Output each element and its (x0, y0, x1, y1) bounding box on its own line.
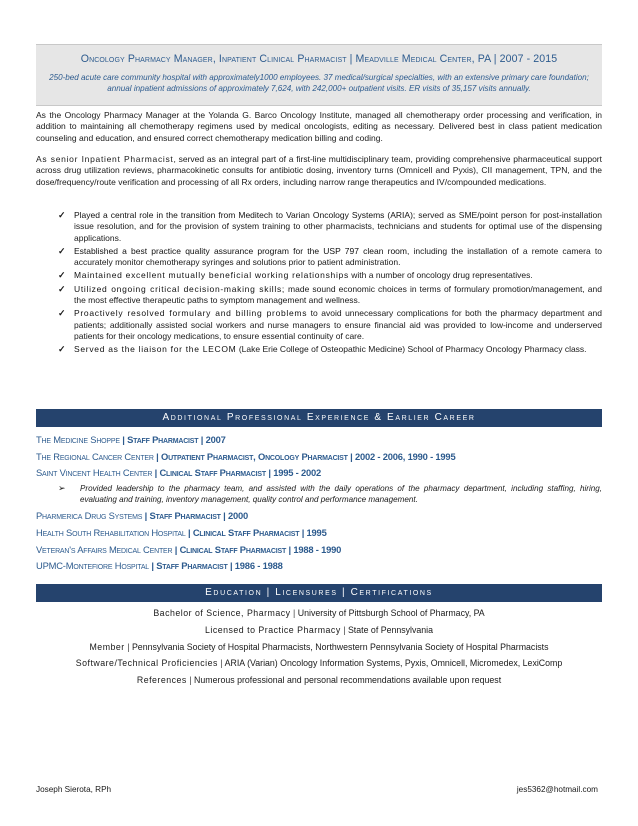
employer-description-line-2: annual inpatient admissions of approximately 7,624, with 242,000+ outpatient visits. ER visits of 35,157 visits annually. (107, 84, 531, 93)
career-years: 2002 - 2006, 1990 - 1995 (354, 450, 456, 462)
achievement-item (36, 246, 602, 269)
summary-text: managed all chemotherapy order processing and verification, in addition to maintaining all chemotherapy regimens used by medical oncologists, editing as necessary. Delivered best in class patient medication counseling and education, and ensured correct chemotherapy medication billing and coding. (36, 110, 602, 143)
career-years: 1995 - 2002 (273, 467, 322, 479)
check-icon: ✓ (58, 344, 66, 355)
career-entry: The Regional Cancer Center | Outpatient Pharmacist, Oncology Pharmacist | 2002 - 2006, 1990 - 1995 (36, 450, 456, 462)
footer-name: Joseph Sierota, RPh (36, 785, 112, 794)
career-detail-text: Provided leadership to the pharmacy team, and assisted with the daily operations of the pharmacy department, including staffing, hiring, evaluating and training, inventory management, quality control and performance management. (80, 484, 602, 505)
career-role: Staff Pharmacist (156, 560, 228, 572)
career-role: Clinical Staff Pharmacist (159, 467, 266, 479)
footer-email[interactable]: jes5362@hotmail.com (516, 785, 598, 794)
achievement-text: with a number of oncology drug representatives. (348, 270, 533, 281)
career-list (36, 432, 602, 575)
summary-lead: As the Oncology Pharmacy Manager at the Yolanda G. Barco Oncology Institute, (36, 110, 352, 120)
achievement-item (36, 210, 602, 244)
achievement-item (36, 344, 602, 355)
achievement-lead: Proactively resolved formulary and billing problems (74, 308, 308, 319)
achievement-text: served as SME/point person for post-installation issue resolution, and for the provision of system training to other pharmacists, technicians and students for optimal use of the dispensing applications. (74, 210, 603, 243)
check-icon: ✓ (58, 308, 66, 319)
achievement-lead: Played a central role in the transition from Meditech to Varian Oncology Systems (ARIA); (74, 210, 416, 220)
check-icon: ✓ (58, 245, 66, 256)
education-value: State of Pennsylvania (347, 624, 434, 635)
position-banner (36, 44, 602, 106)
education-entry: Member | Pennsylvania Society of Hospital Pharmacists, Northwestern Pennsylvania Society of Hospital Pharmacists (89, 641, 549, 652)
achievement-list (36, 210, 602, 358)
summary-lead: As senior Inpatient Pharmacist (36, 154, 174, 164)
career-employer: Saint Vincent Health Center (36, 467, 153, 479)
check-icon: ✓ (58, 210, 66, 220)
achievement-text: made sound economic choices in terms of formulary promotion/management, and the most effective therapeutic paths to symptom management and wellness. (74, 283, 602, 306)
check-icon: ✓ (58, 270, 66, 281)
arrow-bullet-icon: ➢ (58, 483, 66, 494)
career-employer: Health South Rehabilitation Hospital (36, 526, 186, 538)
career-role: Staff Pharmacist (149, 510, 221, 522)
employer-description-line-1: 250-bed acute care community hospital with approximately1000 employees. 37 medical/surgical specialties, with an extensive primary care foundation; (49, 73, 589, 82)
career-employer: UPMC-Montefiore Hospital (36, 560, 149, 572)
career-role: Outpatient Pharmacist, Oncology Pharmacist (160, 450, 348, 462)
career-entry: Veteran's Affairs Medical Center | Clinical Staff Pharmacist | 1988 - 1990 (36, 543, 342, 555)
summary-paragraph-manager (36, 110, 602, 144)
career-detail (36, 483, 602, 505)
education-value: University of Pittsburgh School of Pharmacy, PA (297, 608, 485, 618)
education-key: Software/Technical Proficiencies (75, 658, 218, 669)
career-employer: The Regional Cancer Center (36, 450, 154, 462)
education-entry: Bachelor of Science, Pharmacy | University of Pittsburgh School of Pharmacy, PA (153, 608, 485, 618)
career-entry: Pharmerica Drug Systems | Staff Pharmacist | 2000 (36, 510, 249, 522)
education-key: Bachelor of Science, Pharmacy (153, 608, 291, 618)
section-heading-education: Education | Licensures | Certifications (36, 584, 602, 602)
education-key: Member (89, 641, 125, 652)
achievement-lead: Served as the liaison for the LECOM (74, 344, 237, 355)
education-list (36, 605, 602, 689)
career-entry: Health South Rehabilitation Hospital | Clinical Staff Pharmacist | 1995 (36, 526, 327, 538)
check-icon: ✓ (58, 283, 66, 294)
career-role: Staff Pharmacist (127, 434, 199, 445)
education-value: Pennsylvania Society of Hospital Pharmacists, Northwestern Pennsylvania Society of Hospital Pharmacists (131, 641, 549, 652)
achievement-item (36, 284, 602, 307)
career-entry: UPMC-Montefiore Hospital | Staff Pharmacist | 1986 - 1988 (36, 560, 283, 572)
education-value: ARIA (Varian) Oncology Information Systems, Pyxis, Omnicell, Micromedex, LexiComp (224, 658, 563, 669)
career-entry: Saint Vincent Health Center | Clinical Staff Pharmacist | 1995 - 2002 (36, 467, 322, 479)
achievement-text: , including the installation of a remote camera to accurately monitor chemotherapy syringes and solutions prior to patient administration. (74, 245, 602, 268)
education-entry: Licensed to Practice Pharmacy | State of Pennsylvania (204, 624, 434, 635)
education-value: Numerous professional and personal recommendations available upon request (194, 675, 502, 686)
achievement-item (36, 270, 602, 281)
career-role: Clinical Staff Pharmacist (192, 526, 300, 538)
achievement-lead: Established a best practice quality assurance program for the USP 797 clean room (74, 245, 407, 256)
career-years: 2000 (228, 510, 249, 522)
achievement-text: to avoid unnecessary complications for both the pharmacy department and patients; additionally assisted social workers and nurse managers to ensure financial aid was provided to low-income and underserved patients for their oncology medications, to ensure essential continuity of care. (74, 308, 602, 341)
section-heading-additional-experience: Additional Professional Experience & Earlier Career (36, 409, 602, 427)
achievement-lead: Maintained excellent mutually beneficial working relationships (74, 270, 349, 281)
career-years: 2007 (205, 434, 226, 445)
career-years: 1988 - 1990 (293, 543, 342, 555)
position-title: Oncology Pharmacy Manager, Inpatient Clinical Pharmacist | Meadville Medical Center, PA | 2007 - 2015 (80, 53, 558, 65)
summary-text: , served as an integral part of a first-line multidisciplinary team, providing comprehensive pharmaceutical support across drug utilization reviews, pharmacokinetic consults for antibiotic dosing, inventory turns (Omnicell and Pyxis), CII management, TPN, and the dose/frequency/route verification and processing of all Rx orders, including narrow range therapeutics and IV/compounded medications. (36, 154, 602, 187)
career-employer: The Medicine Shoppe (36, 434, 120, 445)
career-entry: The Medicine Shoppe | Staff Pharmacist | 2007 (36, 434, 226, 445)
education-entry: Software/Technical Proficiencies | ARIA (Varian) Oncology Information Systems, Pyxis, Omnicell, Micromedex, LexiComp (75, 658, 563, 669)
education-entry: References | Numerous professional and personal recommendations available upon request (136, 675, 502, 686)
employer-description (42, 72, 596, 94)
achievement-item (36, 308, 602, 342)
career-employer: Veteran's Affairs Medical Center (36, 543, 173, 555)
career-years: 1986 - 1988 (234, 560, 283, 572)
education-key: Licensed to Practice Pharmacy (204, 624, 341, 635)
summary-paragraph-inpatient (36, 154, 602, 188)
career-role: Clinical Staff Pharmacist (179, 543, 287, 555)
achievement-lead: Utilized ongoing critical decision-making skills; (74, 283, 285, 294)
career-years: 1995 (306, 526, 327, 538)
career-employer: Pharmerica Drug Systems (36, 510, 143, 522)
achievement-text: (Lake Erie College of Osteopathic Medicine) School of Pharmacy Oncology Pharmacy class. (236, 344, 587, 355)
education-key: References (136, 675, 187, 686)
